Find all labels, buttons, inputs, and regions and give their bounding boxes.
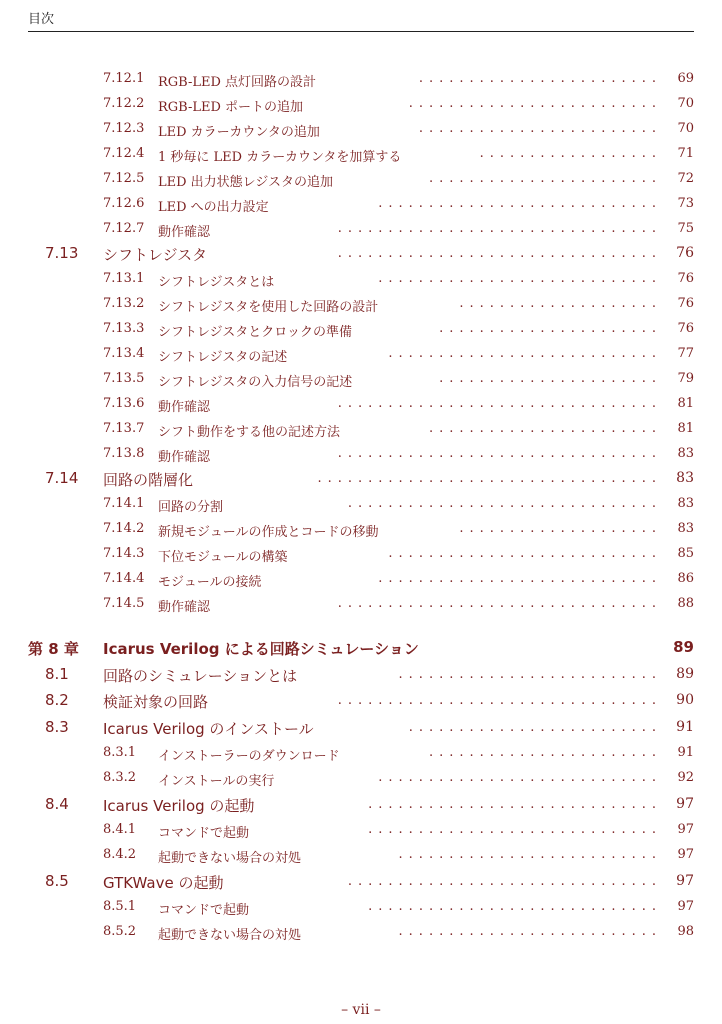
toc-entry-number: 7.14.5	[103, 596, 145, 611]
toc-entry-number: 7.14.4	[103, 571, 145, 586]
toc-entry-page: 79	[677, 371, 694, 386]
toc-entry-number: 7.13.3	[103, 321, 145, 336]
toc-entry-title: LED 出力状態レジスタの追加	[158, 175, 333, 190]
toc-entry-title: Icarus Verilog の起動	[103, 797, 255, 815]
toc-entry-title: インストーラーのダウンロード	[158, 749, 340, 764]
toc-entry[interactable]	[0, 493, 722, 515]
toc-entry-page: 77	[677, 346, 694, 361]
toc-entry-title: LED への出力設定	[158, 200, 269, 215]
toc-entry-number: 8.4	[45, 795, 69, 813]
dot-leader: ....................	[459, 521, 662, 536]
toc-entry-number: 7.13.4	[103, 346, 145, 361]
header-rule	[28, 31, 694, 32]
toc-entry-page: 97	[677, 899, 694, 914]
toc-entry[interactable]	[0, 443, 722, 465]
dot-leader: .........................	[408, 720, 662, 735]
toc-entry-page: 72	[677, 171, 694, 186]
toc-entry-title: RGB-LED ポートの追加	[158, 100, 304, 115]
dot-leader: ..................	[479, 146, 662, 161]
dot-leader: ...............................	[347, 496, 662, 511]
toc-entry-title: RGB-LED 点灯回路の設計	[158, 75, 317, 90]
toc-entry-page: 91	[676, 719, 694, 735]
dot-leader: ................................	[337, 221, 662, 236]
toc-entry-number: 7.13.2	[103, 296, 145, 311]
dot-leader: ..........................	[398, 847, 662, 862]
dot-leader: ............................	[378, 271, 662, 286]
toc-entry-number: 7.13	[45, 244, 79, 262]
running-header: 目次	[28, 12, 55, 27]
toc-entry-title: Icarus Verilog のインストール	[103, 720, 314, 738]
dot-leader: ...........................	[388, 346, 662, 361]
toc-entry[interactable]	[0, 637, 722, 659]
dot-leader: ................................	[337, 246, 662, 261]
dot-leader: .......................	[428, 171, 662, 186]
toc-entry-page: 76	[677, 296, 694, 311]
toc-entry-number: 8.5	[45, 872, 69, 890]
toc-entry-number: 7.12.4	[103, 146, 145, 161]
dot-leader: .............................	[368, 797, 662, 812]
toc-entry-number: 7.13.1	[103, 271, 145, 286]
toc-entry-page: 97	[677, 822, 694, 837]
toc-entry-page: 90	[676, 692, 694, 708]
dot-leader: ...........................	[388, 546, 662, 561]
toc-entry[interactable]	[0, 393, 722, 415]
dot-leader: ..........................	[398, 667, 662, 682]
toc-entry-number: 7.13.7	[103, 421, 145, 436]
toc-entry-page: 85	[677, 546, 694, 561]
toc-entry-page: 86	[677, 571, 694, 586]
toc-entry-title: 下位モジュールの構築	[158, 550, 288, 565]
toc-entry[interactable]	[0, 767, 722, 789]
toc-entry[interactable]	[0, 794, 722, 816]
toc-entry-title: シフトレジスタの入力信号の記述	[158, 375, 353, 390]
toc-entry-number: 7.13.6	[103, 396, 145, 411]
toc-entry-number: 7.14.2	[103, 521, 145, 536]
toc-entry-page: 89	[673, 638, 694, 656]
toc-entry-number: 7.14.1	[103, 496, 145, 511]
toc-entry[interactable]	[0, 418, 722, 440]
toc-entry-title: 検証対象の回路	[103, 693, 209, 711]
page-number: – vii –	[341, 1002, 381, 1018]
toc-entry-page: 89	[676, 666, 694, 682]
toc-entry[interactable]	[0, 690, 722, 712]
toc-entry[interactable]	[0, 243, 722, 265]
toc-entry-title: 動作確認	[158, 225, 211, 240]
toc-entry-title: 回路の階層化	[103, 471, 194, 489]
toc-entry[interactable]	[0, 593, 722, 615]
toc-entry-number: 8.5.2	[103, 924, 137, 939]
toc-entry-number: 7.14	[45, 469, 79, 487]
toc-entry-number: 7.14.3	[103, 546, 145, 561]
toc-entry-title: GTKWave の起動	[103, 874, 224, 892]
dot-leader: ..........................	[398, 924, 662, 939]
toc-entry[interactable]	[0, 543, 722, 565]
toc-entry-number: 7.12.7	[103, 221, 145, 236]
dot-leader: .......................	[428, 421, 662, 436]
dot-leader: ........................	[418, 121, 662, 136]
dot-leader: ........................	[418, 71, 662, 86]
toc-entry-title: モジュールの接続	[158, 575, 262, 590]
toc-entry[interactable]	[0, 343, 722, 365]
toc-entry-number: 8.3.2	[103, 770, 137, 785]
toc-entry[interactable]	[0, 268, 722, 290]
toc-entry-page: 97	[676, 873, 694, 889]
toc-entry-page: 97	[676, 796, 694, 812]
toc-entry-title: 新規モジュールの作成とコードの移動	[158, 525, 379, 540]
toc-entry-title: LED カラーカウンタの追加	[158, 125, 320, 140]
toc-entry-title: 起動できない場合の対処	[158, 928, 302, 943]
toc-entry[interactable]	[0, 218, 722, 240]
toc-entry-page: 81	[677, 421, 694, 436]
toc-entry-title: シフト動作をする他の記述方法	[158, 425, 341, 440]
toc-entry-title: 回路の分割	[158, 500, 224, 515]
toc-entry-page: 92	[677, 770, 694, 785]
toc-entry[interactable]	[0, 717, 722, 739]
toc-entry-title: 動作確認	[158, 400, 211, 415]
toc-entry[interactable]	[0, 742, 722, 764]
toc-entry-title: シフトレジスタ	[103, 246, 208, 264]
dot-leader: ............................	[378, 196, 662, 211]
toc-entry-number: 8.3	[45, 718, 69, 736]
toc-entry-number: 8.2	[45, 691, 69, 709]
toc-entry-page: 81	[677, 396, 694, 411]
toc-entry-title: インストールの実行	[158, 774, 275, 789]
toc-entry-title: 動作確認	[158, 450, 211, 465]
dot-leader: ............................	[378, 770, 662, 785]
toc-entry-number: 8.4.2	[103, 847, 137, 862]
toc-entry-number: 8.4.1	[103, 822, 137, 837]
dot-leader: ............................	[378, 571, 662, 586]
toc-entry[interactable]	[0, 896, 722, 918]
toc-entry-page: 69	[677, 71, 694, 86]
toc-entry[interactable]	[0, 368, 722, 390]
toc-entry[interactable]	[0, 318, 722, 340]
toc-entry-page: 75	[677, 221, 694, 236]
toc-entry-number: 7.13.5	[103, 371, 145, 386]
toc-entry-page: 83	[676, 470, 694, 486]
dot-leader: ................................	[337, 693, 662, 708]
toc-entry-number: 7.12.3	[103, 121, 145, 136]
toc-entry-number: 7.12.6	[103, 196, 145, 211]
toc-entry-page: 76	[676, 245, 694, 261]
toc-entry-number: 7.12.1	[103, 71, 145, 86]
dot-leader: .........................	[408, 96, 662, 111]
toc-entry-number: 7.12.2	[103, 96, 145, 111]
toc-entry[interactable]	[0, 871, 722, 893]
toc-entry-page: 71	[677, 146, 694, 161]
toc-entry-title: シフトレジスタとは	[158, 275, 275, 290]
toc-entry[interactable]	[0, 193, 722, 215]
toc-entry-number: 7.13.8	[103, 446, 145, 461]
toc-entry-title: シフトレジスタを使用した回路の設計	[158, 300, 379, 315]
toc-entry[interactable]	[0, 844, 722, 866]
toc-entry-page: 76	[677, 271, 694, 286]
toc-entry-title: シフトレジスタの記述	[158, 350, 288, 365]
toc-entry-number: 第 8 章	[28, 640, 79, 658]
toc-entry-page: 88	[677, 596, 694, 611]
toc-entry[interactable]	[0, 921, 722, 943]
toc-entry-title: 起動できない場合の対処	[158, 851, 302, 866]
toc-entry-title: コマンドで起動	[158, 826, 250, 841]
dot-leader: ................................	[337, 446, 662, 461]
toc-entry[interactable]	[0, 819, 722, 841]
toc-entry-page: 91	[677, 745, 694, 760]
toc-entry[interactable]	[0, 143, 722, 165]
toc-entry[interactable]	[0, 93, 722, 115]
dot-leader: ......................	[439, 371, 662, 386]
toc-entry-title: 動作確認	[158, 600, 211, 615]
toc-entry-page: 70	[677, 121, 694, 136]
toc-entry-number: 8.3.1	[103, 745, 137, 760]
toc-entry[interactable]	[0, 568, 722, 590]
dot-leader: ..................................	[317, 471, 662, 486]
dot-leader: ......................	[439, 321, 662, 336]
toc-entry-number: 7.12.5	[103, 171, 145, 186]
dot-leader: ...............................	[347, 874, 662, 889]
toc-entry-title: Icarus Verilog による回路シミュレーション	[103, 640, 419, 658]
toc-entry-page: 76	[677, 321, 694, 336]
toc-entry[interactable]	[0, 168, 722, 190]
toc-entry-number: 8.1	[45, 665, 69, 683]
toc-entry-title: コマンドで起動	[158, 903, 250, 918]
toc-entry-page: 97	[677, 847, 694, 862]
toc-entry[interactable]	[0, 68, 722, 90]
toc-entry[interactable]	[0, 293, 722, 315]
toc-entry[interactable]	[0, 664, 722, 686]
toc-entry[interactable]	[0, 518, 722, 540]
dot-leader: .............................	[368, 899, 662, 914]
toc-entry-title: 1 秒毎に LED カラーカウンタを加算する	[158, 150, 402, 165]
dot-leader: ................................	[337, 596, 662, 611]
dot-leader: .............................	[368, 822, 662, 837]
dot-leader: .......................	[428, 745, 662, 760]
toc-entry-page: 83	[677, 496, 694, 511]
toc-entry-page: 83	[677, 521, 694, 536]
toc-entry-title: 回路のシミュレーションとは	[103, 667, 298, 685]
dot-leader: ....................	[459, 296, 662, 311]
toc-entry-page: 83	[677, 446, 694, 461]
toc-entry-page: 98	[677, 924, 694, 939]
toc-entry-page: 73	[677, 196, 694, 211]
toc-entry-title: シフトレジスタとクロックの準備	[158, 325, 353, 340]
dot-leader: ................................	[337, 396, 662, 411]
toc-entry[interactable]	[0, 468, 722, 490]
toc-entry-number: 8.5.1	[103, 899, 137, 914]
toc-entry[interactable]	[0, 118, 722, 140]
toc-entry-page: 70	[677, 96, 694, 111]
